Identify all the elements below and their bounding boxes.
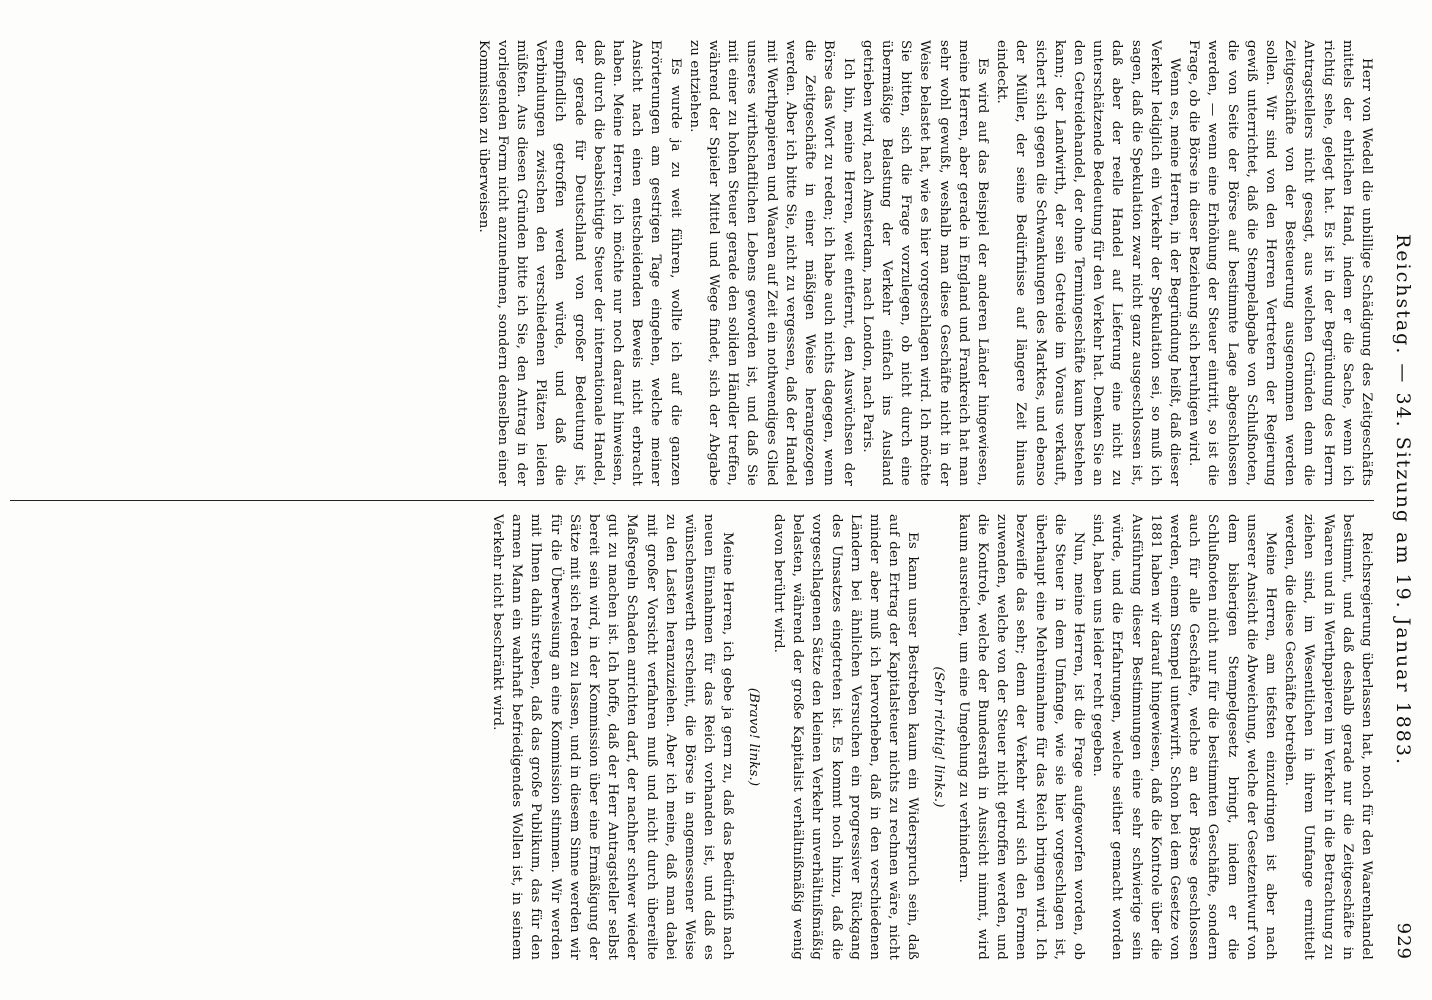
paragraph: Reichsregierung überlassen hat, noch für den Waarenhandel bestimmt, und daß deshalb gerade nur die Zeitgeschäfte in Waaren und in Werthpapieren im Verkehr in die Betrachtung zu ziehen sind, im Wesentlichen in ihrem Umfange ermittelt werden, die diese Geschäfte betreiben. [1282, 514, 1374, 960]
paragraph: Herr von Wedell die unbillige Schädigung des Zeitgeschäfts mittels der ehrlichen Hand, indem er die Sache, wenn ich richtig sehe, gelegt hat. Es ist in der Begründung des Herrn Antragstellers nicht gesagt, aus welchen Gründen denn die Zeitgeschäfte von der Besteuerung ausgenommen werden sollen. Wir sind von den Herren Vertretern der Regierung gewiß unterrichtet, daß die Stempelabgabe von Schlußnoten, die von Seite der Börse auf bestimmte Lage abgeschlossen werden, — wenn eine Erhöhung der Steuer eintritt, so ist die Frage, ob die Börse in dieser Beziehung sich beruhigen wird. [1186, 40, 1374, 486]
paragraph: Nun, meine Herren, ist die Frage aufgeworfen worden, ob die Steuer in dem Umfange, wie sie hier vorgeschlagen ist, überhaupt eine Mehreinnahme für das Reich bringen wird. Ich bezweifle das sehr; denn der Verkehr wird sich den Formen zuwenden, welche von der Steuer nicht getroffen werden, und die Kontrole, welche der Bundesrath in Aussicht nimmt, wird kaum ausreichen, um eine Umgehung zu verhindern. [955, 514, 1086, 960]
page-number: 929 [1393, 922, 1414, 960]
right-column [10, 514, 1376, 960]
paragraph: Ich bin, meine Herren, weit entfernt, den Auswüchsen der Börse das Wort zu reden; ich habe auch nichts dagegen, wenn die Zeitgeschäfte in einer mäßigen Weise herangezogen werden. Aber ich bitte Sie, nicht zu vergessen, daß der Handel mit Werthpapieren und Waaren auf Zeit ein nothwendiges Glied unseres wirthschaftlichen Lebens geworden ist, und daß Sie mit einer zu hohen Steuer gerade den soliden Händler treffen, während der Spieler Mittel und Wege findet, sich der Abgabe zu entziehen. [686, 40, 856, 486]
page-title: Reichstag. — 34. Sitzung am 19. Januar 1883. [1392, 233, 1414, 767]
text-columns [10, 40, 1376, 960]
paragraph: (Sehr richtig! links.) [930, 666, 946, 808]
paragraph: Meine Herren, am tiefsten einzudringen ist aber nach unserer Ansicht die Abweichung, welche der Gesetzentwurf von dem bisherigen Stempelgesetz bringt, indem er die Schlußnoten nicht nur für die bestimmten Geschäfte, sondern auch für alle Geschäfte, welche an der Börse geschlossen werden, einem Stempel unterwirft. Schon bei dem Gesetze von 1881 haben wir darauf hingewiesen, daß die Kontrole über die Ausführung dieser Bestimmungen eine sehr schwierige sein würde, und die Erfahrungen, welche seither gemacht worden sind, haben uns leider recht gegeben. [1090, 514, 1278, 960]
paragraph: Es wurde ja zu weit führen, wollte ich auf die ganzen Erörterungen am gestrigen Tage eingehen, welche meiner Ansicht nach einen entscheidenden Beweis nicht erbracht haben. Meine Herren, ich möchte nur noch darauf hinweisen, daß durch die beabsichtigte Steuer der internationale Handel, der gerade für Deutschland von großer Bedeutung ist, empfindlich getroffen werden würde, und daß die Verbindungen zwischen den verschiedenen Plätzen leiden müßten. Aus diesen Gründen bitte ich Sie, den Antrag in der vorliegenden Form nicht anzunehmen, sondern denselben einer Kommission zu überweisen. [475, 40, 683, 486]
paragraph: (Bravo! links.) [745, 687, 761, 787]
paragraph: Es wird auf das Beispiel der anderen Länder hingewiesen, meine Herren, aber gerade in England und Frankreich hat man sehr wohl gewußt, weshalb man diese Geschäfte nicht in der Weise belastet hat, wie es hier vorgeschlagen wird. Ich möchte Sie bitten, sich die Frage vorzulegen, ob nicht durch eine übermäßige Belastung der Verkehr einfach ins Ausland getrieben wird, nach Amsterdam, nach London, nach Paris. [859, 40, 990, 486]
paragraph: Es kann unser Bestreben kaum ein Widerspruch sein, daß auf den Ertrag der Kapitalsteuer nichts zu rechnen wäre, nicht minder aber muß ich hervorheben, daß in den verschiedenen Ländern bei ähnlichen Versuchen ein progressiver Rückgang des Umsatzes eingetreten ist. Es kommt noch hinzu, daß die vorgeschlagenen Sätze den kleinen Verkehr unverhältnißmäßig belasten, während der große Kapitalist verhältnißmäßig wenig davon berührt wird. [770, 514, 921, 960]
running-head [1384, 40, 1414, 960]
paragraph: Wenn es, meine Herren, in der Begründung heißt, daß dieser Verkehr lediglich ein Verkehr der Spekulation sei, so muß ich sagen, daß die Spekulation zwar nicht ganz ausgeschlossen ist, daß aber der reelle Handel auf Lieferung eine nicht zu unterschätzende Bedeutung für den Verkehr hat. Denken Sie an den Getreidehandel, der ohne Termingeschäfte kaum bestehen kann; der Landwirth, der sein Getreide im Voraus verkauft, sichert sich gegen die Schwankungen des Marktes, und ebenso der Müller, der seine Bedürfnisse auf längere Zeit hinaus eindeckt. [994, 40, 1182, 486]
left-column [10, 40, 1376, 486]
paragraph: Meine Herren, ich gebe ja gern zu, daß das Bedürfniß nach neuen Einnahmen für das Reich vorhanden ist, und daß es wünschenswerth erscheint, die Börse in angemessener Weise zu den Lasten heranzuziehen. Aber ich meine, daß man dabei mit großer Vorsicht verfahren muß und nicht durch übereilte Maßregeln Schaden anrichten darf, der nachher schwer wieder gut zu machen ist. Ich hoffe, daß der Herr Antragsteller selbst bereit sein wird, in der Kommission über eine Ermäßigung der Sätze mit sich reden zu lassen, und in diesem Sinne werden wir für die Überweisung an eine Kommission stimmen. Wir werden mit Ihnen dahin streben, daß das große Publikum, das für den armen Mann ein wahrhaft befriedigendes Wollen ist, in seinem Verkehr nicht beschränkt wird. [490, 514, 736, 960]
